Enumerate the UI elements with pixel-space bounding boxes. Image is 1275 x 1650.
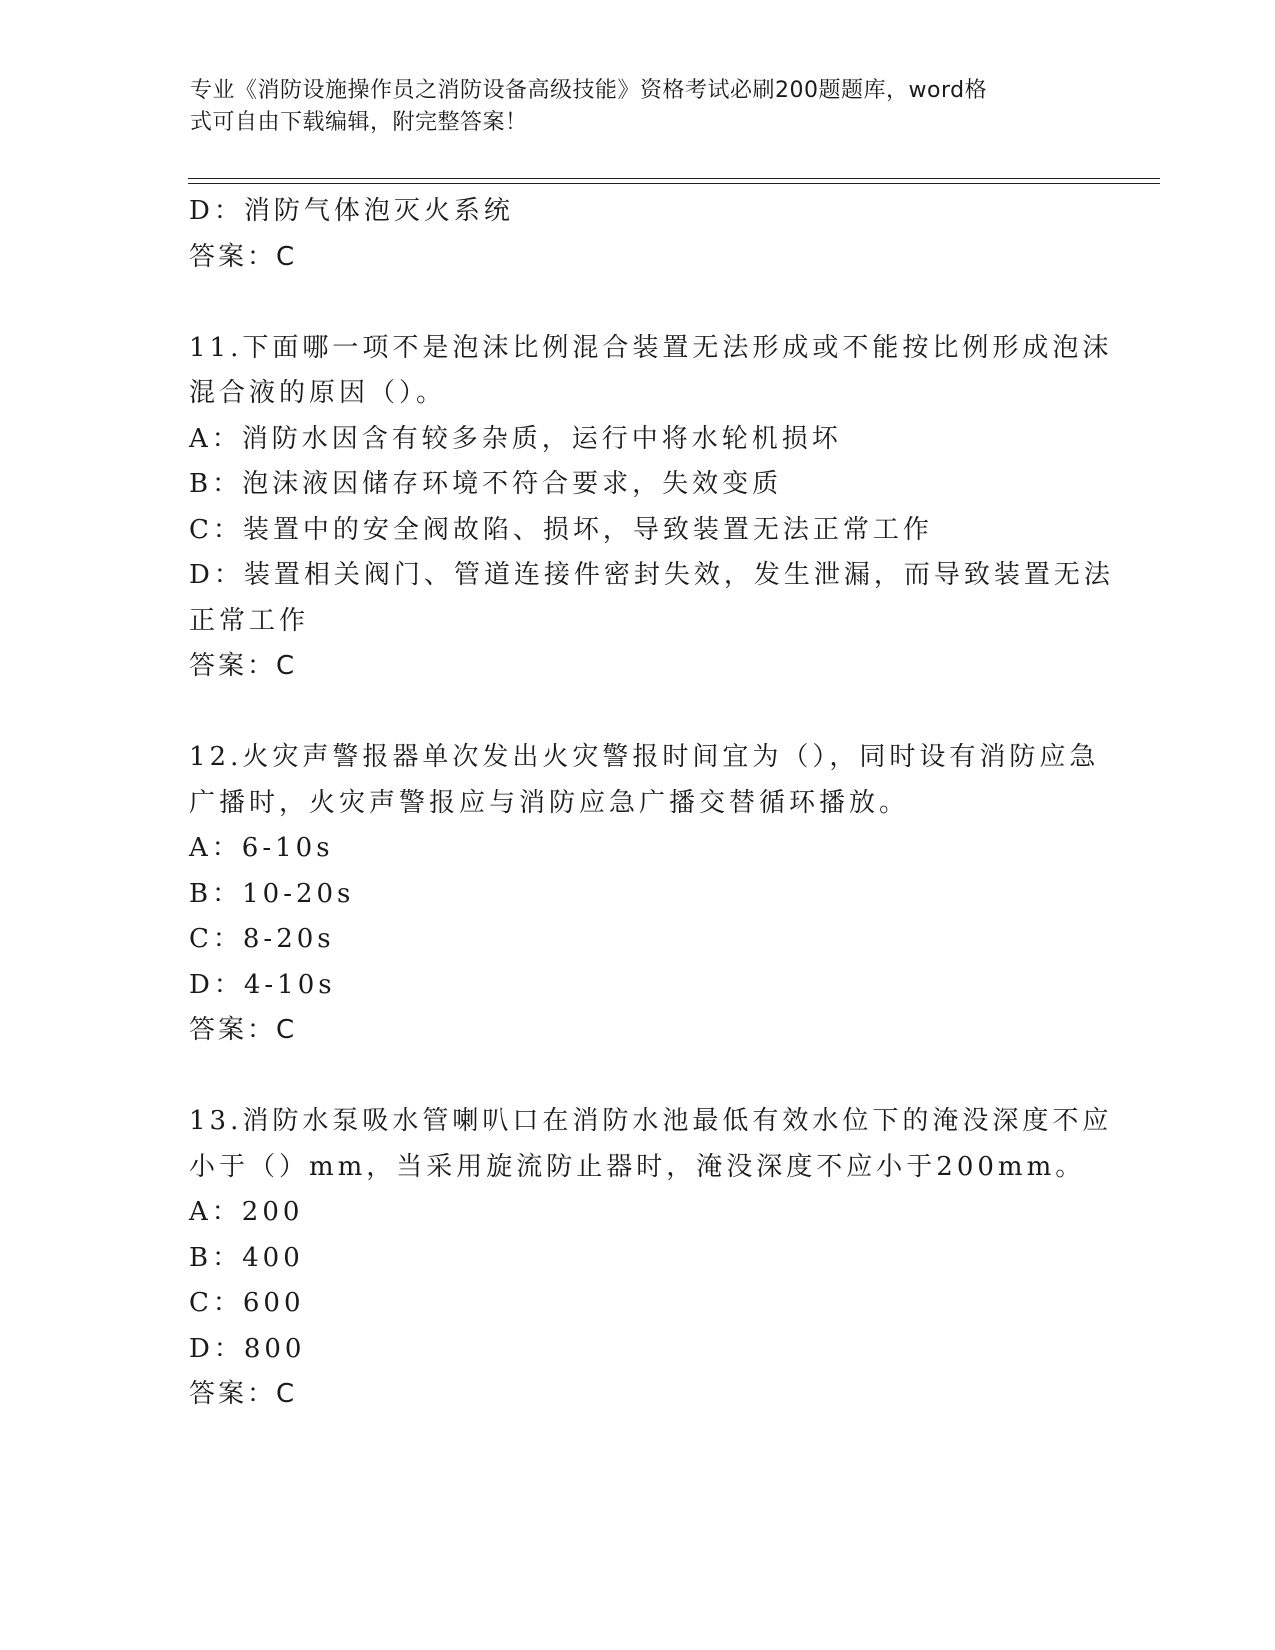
answer: 答案：C (189, 1379, 298, 1409)
header-divider-bottom (188, 183, 1160, 184)
question-13 (189, 1099, 1113, 1418)
question-stem-line: 13.消防水泵吸水管喇叭口在消防水池最低有效水位下的淹没深度不应 (189, 1106, 1113, 1136)
header-divider-top (188, 178, 1160, 179)
question-stem-line: 混合液的原因（）。 (189, 378, 447, 408)
spacer (189, 1054, 1089, 1100)
spacer (189, 280, 1089, 326)
option-a: A：200 (189, 1197, 304, 1227)
option-d: D：装置相关阀门、管道连接件密封失效，发生泄漏，而导致装置无法 (189, 560, 1114, 590)
question-11 (189, 326, 1114, 690)
spacer (189, 690, 1089, 736)
question-stem-line: 小于（）mm，当采用旋流防止器时，淹没深度不应小于200mm。 (189, 1151, 1086, 1182)
answer: 答案：C (189, 651, 298, 681)
option-d: D：800 (189, 1333, 306, 1364)
header-line-1: 专业《消防设施操作员之消防设备高级技能》资格考试必刷200题题库，word格 (190, 78, 988, 103)
prev-option-d: D：消防气体泡灭火系统 (189, 196, 514, 226)
option-b: B：10-20s (189, 878, 355, 909)
question-stem-line: 广播时，火灾声警报应与消防应急广播交替循环播放。 (189, 787, 910, 818)
option-d: D：4-10s (189, 969, 336, 1000)
option-a: A：6-10s (189, 833, 334, 863)
option-c: C：装置中的安全阀故陷、损坏，导致装置无法正常工作 (189, 514, 933, 545)
answer: 答案：C (189, 1015, 298, 1045)
option-a: A：消防水因含有较多杂质，运行中将水轮机损坏 (189, 423, 842, 454)
prev-answer: 答案：C (189, 241, 298, 272)
option-c: C：8-20s (189, 924, 335, 954)
option-b: B：泡沫液因储存环境不符合要求，失效变质 (189, 469, 783, 499)
question-stem-line: 12.火灾声警报器单次发出火灾警报时间宜为（），同时设有消防应急 (189, 742, 1100, 772)
option-b: B：400 (189, 1242, 304, 1273)
document-header (190, 75, 1080, 139)
option-d-continued: 正常工作 (189, 605, 310, 636)
option-c: C：600 (189, 1288, 305, 1318)
question-12 (189, 735, 1100, 1054)
header-line-2: 式可自由下载编辑，附完整答案！ (190, 110, 528, 135)
question-content (189, 189, 1114, 1418)
question-stem-line: 11.下面哪一项不是泡沫比例混合装置无法形成或不能按比例形成泡沫 (189, 332, 1113, 363)
